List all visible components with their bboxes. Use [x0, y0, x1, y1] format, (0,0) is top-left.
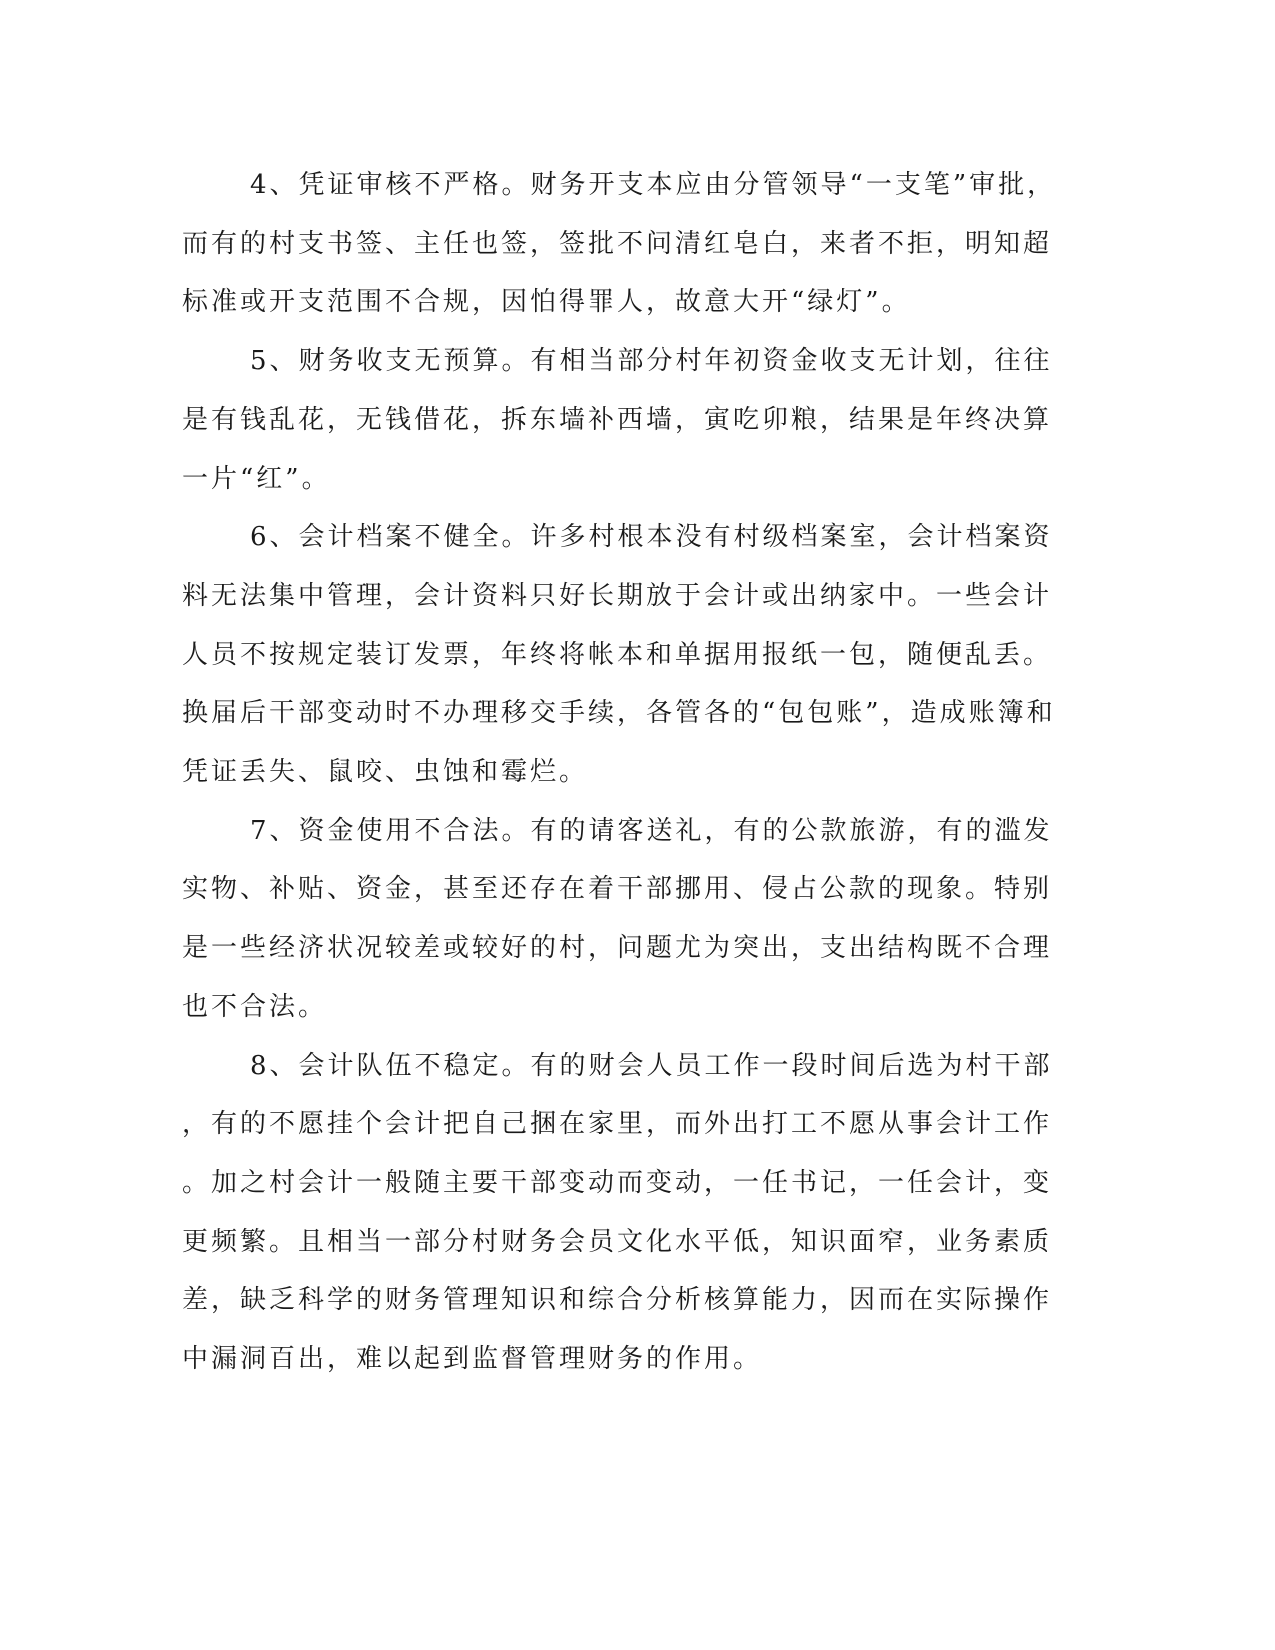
paragraph-line: 人员不按规定装订发票，年终将帐本和单据用报纸一包，随便乱丢。 — [182, 639, 1053, 670]
paragraph-line: 一片“红”。 — [182, 463, 331, 494]
paragraph-line: 4、凭证审核不严格。财务开支本应由分管领导“一支笔”审批， — [250, 170, 1057, 200]
document-body — [182, 156, 1057, 1389]
paragraph-line: 8、会计队伍不稳定。有的财会人员工作一段时间后选为村干部 — [250, 1050, 1053, 1081]
paragraph-line: 凭证丢失、鼠咬、虫蚀和霉烂。 — [182, 757, 589, 788]
paragraph-line: 中漏洞百出，难以起到监督管理财务的作用。 — [182, 1344, 763, 1375]
paragraph-item-7 — [182, 802, 1053, 1037]
paragraph-line: 是一些经济状况较差或较好的村，问题尤为突出，支出结构既不合理 — [182, 933, 1053, 964]
paragraph-line: 料无法集中管理，会计资料只好长期放于会计或出纳家中。一些会计 — [182, 580, 1053, 611]
paragraph-line: 换届后干部变动时不办理移交手续，各管各的“包包账”，造成账簿和 — [182, 698, 1056, 729]
paragraph-line: 更频繁。且相当一部分村财务会员文化水平低，知识面窄，业务素质 — [182, 1226, 1053, 1257]
paragraph-line: 5、财务收支无预算。有相当部分村年初资金收支无计划，往往 — [250, 346, 1053, 377]
paragraph-line: 6、会计档案不健全。许多村根本没有村级档案室，会计档案资 — [250, 522, 1053, 553]
paragraph-item-4 — [182, 156, 1057, 332]
paragraph-line: ，有的不愿挂个会计把自己捆在家里，而外出打工不愿从事会计工作 — [182, 1109, 1053, 1140]
paragraph-line: 标准或开支范围不合规，因怕得罪人，故意大开“绿灯”。 — [182, 287, 911, 318]
paragraph-line: 也不合法。 — [182, 991, 328, 1022]
paragraph-item-8 — [182, 1037, 1053, 1389]
paragraph-line: 而有的村支书签、主任也签，签批不问清红皂白，来者不拒，明知超 — [182, 228, 1053, 259]
paragraph-line: 差，缺乏科学的财务管理知识和综合分析核算能力，因而在实际操作 — [182, 1285, 1053, 1316]
paragraph-item-6 — [182, 508, 1056, 802]
paragraph-line: 7、资金使用不合法。有的请客送礼，有的公款旅游，有的滥发 — [250, 815, 1053, 846]
paragraph-line: 是有钱乱花，无钱借花，拆东墙补西墙，寅吃卯粮，结果是年终决算 — [182, 404, 1053, 435]
paragraph-line: 实物、补贴、资金，甚至还存在着干部挪用、侵占公款的现象。特别 — [182, 874, 1053, 905]
paragraph-item-5 — [182, 332, 1053, 508]
paragraph-line: 。加之村会计一般随主要干部变动而变动，一任书记，一任会计，变 — [182, 1167, 1053, 1198]
